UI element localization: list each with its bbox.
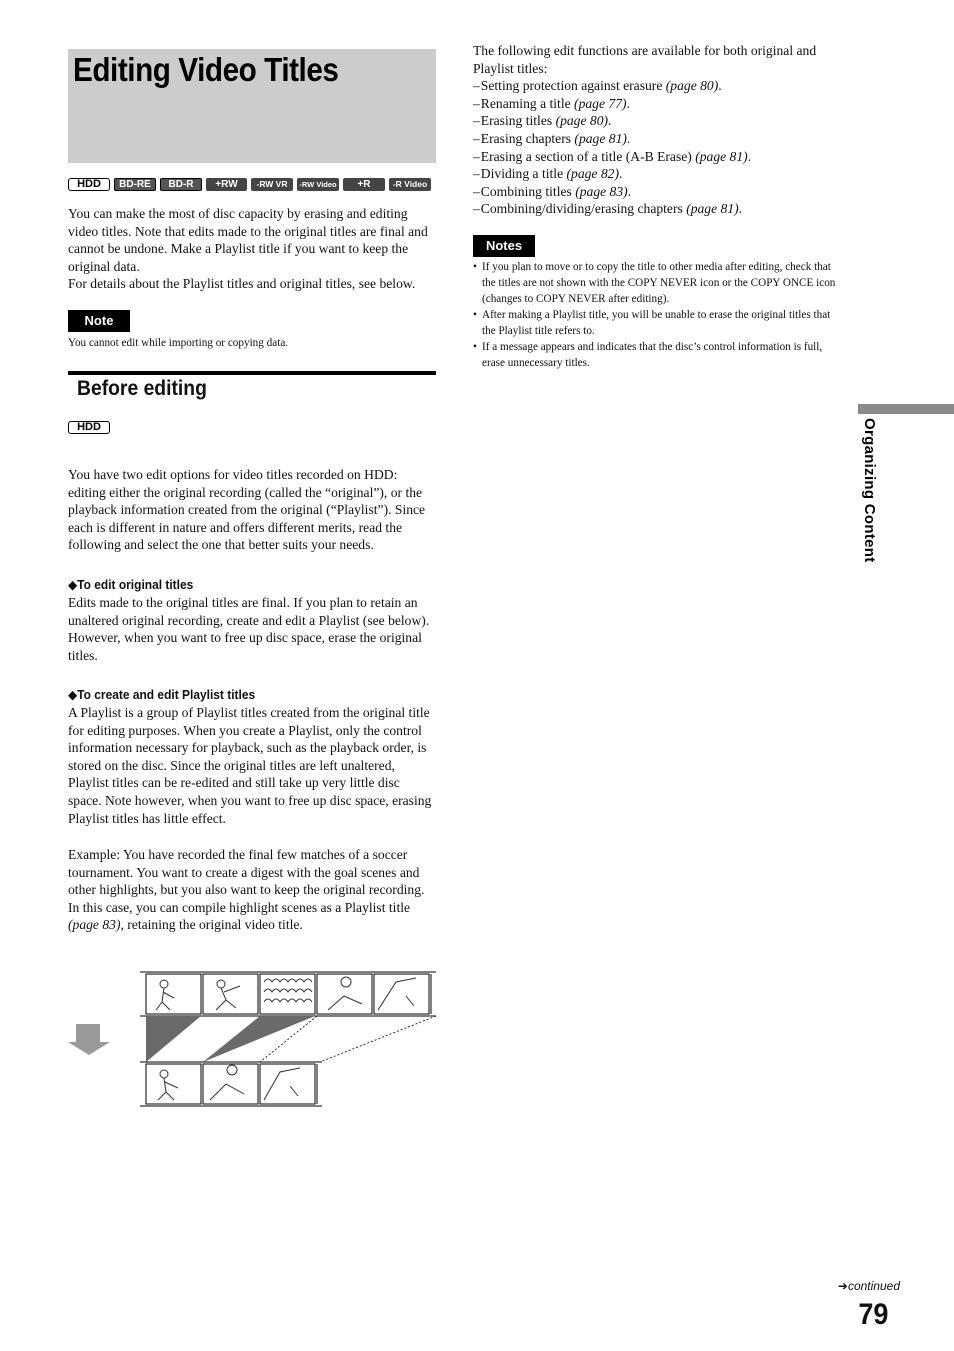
original-titles-section (68, 577, 436, 664)
item-text: Renaming a title (480, 95, 575, 111)
item-end: . (718, 78, 722, 94)
list-item (473, 200, 853, 218)
continued-indicator (838, 1279, 900, 1293)
plus-r-media-icon: +R (343, 178, 385, 191)
example-section (68, 846, 436, 934)
page-number: 79 (857, 1298, 888, 1331)
item-end: . (626, 95, 630, 111)
notes-list (473, 259, 843, 371)
edit-functions (473, 42, 853, 218)
notes-block (473, 259, 843, 371)
before-editing-body (68, 466, 436, 554)
page-reference: (page 82) (566, 166, 619, 182)
hdd-media-icon: HDD (68, 178, 110, 191)
text-run: , retaining the original video title. (120, 917, 303, 933)
functions-list (473, 77, 853, 218)
original-title-strip (140, 972, 436, 1016)
continued-text: continued (847, 1279, 900, 1293)
page-reference: (page 77) (574, 95, 627, 111)
intro-paragraph: You can make the most of disc capacity by erasing and editing video titles. Note that edits made to the original titles are final and cannot be undone. Make a Playlist title if you want to keep the original data. (68, 206, 428, 274)
arrow-right-icon: ➜ (837, 1279, 848, 1293)
section-rule (68, 371, 436, 375)
text-run: In this case, you can compile highlight scenes as a Playlist title (68, 899, 411, 915)
intro-paragraph: For details about the Playlist titles and original titles, see below. (68, 276, 416, 292)
notes-label: Notes (473, 235, 535, 257)
body-paragraph: Edits made to the original titles are final. If you plan to retain an unaltered original recording, create and edit a Playlist (see below). However, when you want to free up disc space, erase the original titles. (68, 595, 430, 663)
subheading-playlist: ◆To create and edit Playlist titles (68, 688, 256, 702)
section-heading-before-editing: Before editing (77, 377, 207, 400)
note-label: Note (68, 310, 130, 332)
list-item (473, 95, 853, 113)
plus-rw-media-icon: +RW (206, 178, 247, 191)
item-end: . (619, 166, 623, 182)
page-reference: (page 81) (695, 148, 748, 164)
intro-text (68, 205, 436, 293)
item-text: Erasing chapters (480, 130, 575, 146)
subheading-original: ◆To edit original titles (68, 578, 194, 592)
list-item (473, 165, 853, 183)
list-item (473, 148, 853, 166)
body-paragraph: A Playlist is a group of Playlist titles created from the original title for editing purposes. When you create a Playlist, only the control information necessary for playback, such as the playback order, is stored on the disc. Since the original titles are left unaltered, Playlist titles can be re-edited and still take up very little disc space. Note however, when you want to free up disc space, erasing Playlist titles has little effect. (68, 705, 432, 826)
item-end: . (738, 201, 743, 217)
title-banner (68, 49, 436, 163)
bd-re-media-icon: BD-RE (114, 178, 156, 191)
note-item: • After making a Playlist title, you will be unable to erase the original titles that the Playlist title refers to. (473, 307, 843, 339)
list-item (473, 130, 853, 148)
list-item (473, 112, 853, 130)
bd-r-media-icon: BD-R (160, 178, 202, 191)
page-reference: (page 81) (686, 201, 739, 217)
item-text: Erasing titles (480, 113, 556, 129)
note-text: You cannot edit while importing or copying data. (68, 337, 289, 349)
page-reference: (page 80) (555, 113, 609, 129)
item-end: . (747, 148, 752, 164)
down-arrow-icon (68, 1024, 110, 1055)
note-item: • If a message appears and indicates that the disc’s control information is full, erase unnecessary titles. (473, 339, 843, 371)
minus-r-video-media-icon: -R Video (389, 178, 431, 191)
item-end: . (626, 130, 631, 146)
media-icons-row (68, 178, 431, 192)
minus-rw-vr-media-icon: -RW VR (251, 178, 293, 191)
item-end: . (608, 113, 612, 129)
item-text: Dividing a title (480, 166, 567, 182)
page-reference: (page 81) (574, 130, 627, 146)
page-reference: (page 83) (68, 917, 121, 933)
example-paragraph: Example: You have recorded the final few matches of a soccer tournament. You want to create a digest with the goal scenes and other highlights, but you also want to keep the original recording. (68, 847, 425, 898)
item-text: Erasing a section of a title (A-B Erase) (480, 148, 696, 164)
list-item (473, 77, 853, 95)
page-title: Editing Video Titles (73, 51, 339, 88)
item-text: Combining titles (480, 183, 576, 199)
minus-rw-video-media-icon: -RW Video (297, 178, 339, 191)
item-text: Setting protection against erasure (480, 78, 666, 94)
functions-intro: The following edit functions are available for both original and Playlist titles: (473, 43, 817, 76)
playlist-titles-section (68, 687, 436, 827)
side-tab-bar (858, 404, 954, 414)
note-item: • If you plan to move or to copy the title to other media after editing, check that the titles are not shown with the COPY NEVER icon or the COPY ONCE icon (changes to COPY NEVER after editing). (473, 259, 843, 307)
page-reference: (page 83) (575, 183, 628, 199)
playlist-illustration (66, 970, 438, 1110)
selection-wedge (203, 1016, 315, 1062)
selection-wedge (146, 1016, 201, 1062)
example-paragraph-2 (68, 899, 436, 934)
body-paragraph: You have two edit options for video titles recorded on HDD: editing either the original recording (called the “original”), or the playback information created from the original (“Playlist”). Since each is different in nature and offers different merits, read the following and select the one that better suits your needs. (68, 467, 426, 553)
item-end: . (627, 183, 632, 199)
list-item (473, 183, 853, 201)
page-reference: (page 80) (665, 78, 719, 94)
side-tab-label: Organizing Content (861, 418, 878, 563)
hdd-media-icon: HDD (68, 421, 110, 434)
item-text: Combining/dividing/erasing chapters (480, 201, 687, 217)
